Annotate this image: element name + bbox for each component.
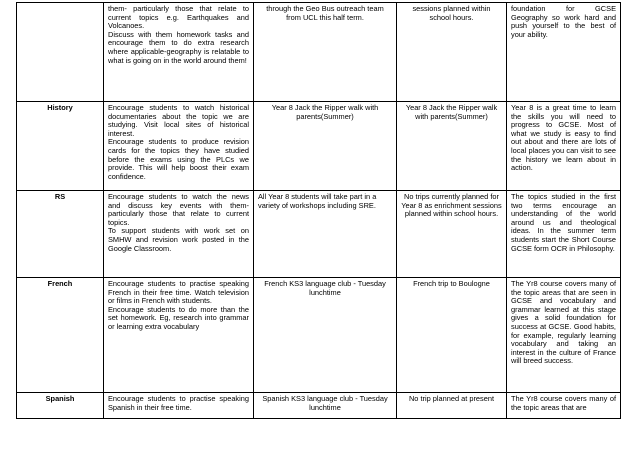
activities-cell: French KS3 language club - Tuesday lunchtime (254, 278, 397, 393)
trips-cell: No trips currently planned for Year 8 as enrichment sessions planned within school hours. (397, 191, 507, 278)
activities-cell: through the Geo Bus outreach team from UCL this half term. (254, 3, 397, 102)
table-row (17, 278, 621, 393)
home-support-cell (104, 278, 254, 393)
activities-cell: All Year 8 students will take part in a variety of workshops including SRE. (254, 191, 397, 278)
cell-paragraph: Encourage students to watch the news and discuss key events with them- particularly those that relate to current topics. (108, 192, 249, 227)
table-row (17, 3, 621, 102)
subject-cell: French (17, 278, 104, 393)
activities-cell: Year 8 Jack the Ripper walk with parents(Summer) (254, 102, 397, 191)
cell-paragraph: To support students with work set on SMHW and revision work posted in the Google Classroom. (108, 226, 249, 253)
subject-cell: RS (17, 191, 104, 278)
cell-paragraph: them- particularly those that relate to current topics e.g. Earthquakes and Volcanoes. (108, 4, 249, 31)
home-support-cell (104, 393, 254, 419)
cell-paragraph: Encourage students to produce revision cards for the topics they have studied before the exams using the PLCs we provide. This will help boost their exam confidence. (108, 137, 249, 181)
subject-cell: Spanish (17, 393, 104, 419)
subject-table (16, 2, 621, 419)
trips-cell: French trip to Boulogne (397, 278, 507, 393)
home-support-cell (104, 102, 254, 191)
table-row (17, 393, 621, 419)
cell-paragraph: Encourage students to watch historical documentaries about the topic we are studying. Visit local sites of historical interest. (108, 103, 249, 138)
notes-cell: The Yr8 course covers many of the topic areas that are seen in GCSE and vocabulary and grammar learned at this stage gives a solid foundation for success at GCSE. Good habits, for example, regularly learning vocabulary and taking an interest in the culture of France will breed success. (507, 278, 621, 393)
cell-paragraph: Encourage students to practise speaking Spanish in their free time. (108, 394, 249, 412)
table-row (17, 191, 621, 278)
trips-cell: Year 8 Jack the Ripper walk with parents(Summer) (397, 102, 507, 191)
cell-paragraph: Encourage students to do more than the set homework. Eg, research into grammar or learning extra vocabulary (108, 304, 249, 331)
notes-cell: The topics studied in the first two terms encourage an understanding of the world around us and theological ideas. In the summer term students start the Short Course GCSE form OCR in Philosophy. (507, 191, 621, 278)
trips-cell: No trip planned at present (397, 393, 507, 419)
table-row (17, 102, 621, 191)
cell-paragraph: Discuss with them homework tasks and encourage them to do extra research where applicable-geography is relatable to what is going on in the world around them! (108, 29, 249, 65)
home-support-cell (104, 3, 254, 102)
home-support-cell (104, 191, 254, 278)
cell-paragraph: Encourage students to practise speaking French in their free time. Watch television or films in French with students. (108, 279, 249, 306)
notes-cell: The Yr8 course covers many of the topic areas that are (507, 393, 621, 419)
subject-cell (17, 3, 104, 102)
notes-cell: Year 8 is a great time to learn the skills you will need to progress to GCSE. Most of what we study is easy to find out about and there are lots of local places you can visit to see the history we learn about in action. (507, 102, 621, 191)
activities-cell: Spanish KS3 language club - Tuesday lunchtime (254, 393, 397, 419)
trips-cell: sessions planned within school hours. (397, 3, 507, 102)
subject-cell: History (17, 102, 104, 191)
notes-cell: foundation for GCSE Geography so work hard and push yourself to the best of your ability. (507, 3, 621, 102)
